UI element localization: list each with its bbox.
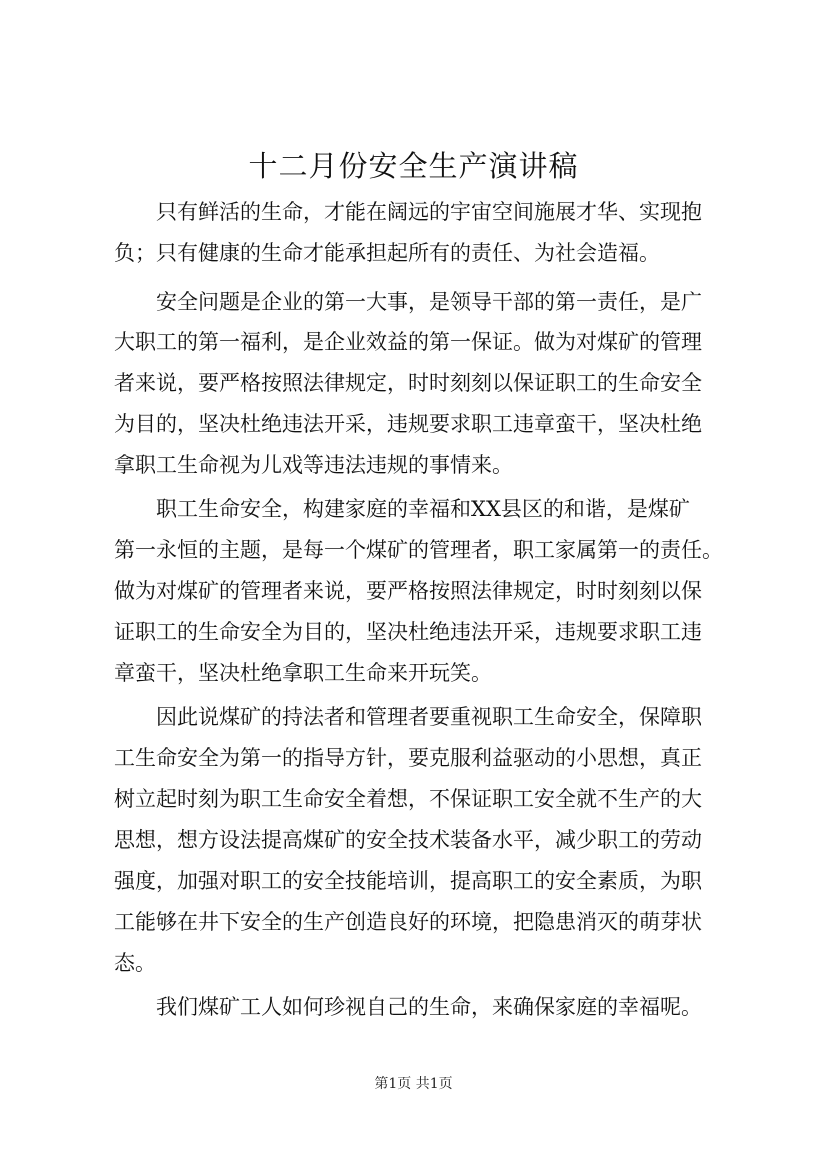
paragraph-3-line-5: 章蛮干，坚决杜绝拿职工生命来开玩笑。 bbox=[114, 661, 492, 685]
paragraph-4-line-5: 强度，加强对职工的安全技能培训，提高职工的安全素质，为职 bbox=[114, 869, 702, 893]
paragraph-3-line-1: 职工生命安全，构建家庭的幸福和XX县区的和谐，是煤矿 bbox=[156, 497, 690, 521]
paragraph-3-line-3: 做为对煤矿的管理者来说，要严格按照法律规定，时时刻刻以保 bbox=[114, 579, 702, 603]
paragraph-3-line-4: 证职工的生命安全为目的，坚决杜绝违法开采，违规要求职工违 bbox=[114, 620, 702, 644]
paragraph-4-line-2: 工生命安全为第一的指导方针，要克服利益驱动的小思想，真正 bbox=[114, 746, 702, 770]
page-number-footer: 第1页 共1页 bbox=[374, 1076, 453, 1092]
paragraph-5-line-1: 我们煤矿工人如何珍视自己的生命，来确保家庭的幸福呢。 bbox=[156, 995, 702, 1019]
paragraph-4-line-4: 思想，想方设法提高煤矿的安全技术装备水平，减少职工的劳动 bbox=[114, 828, 702, 852]
paragraph-1-line-1: 只有鲜活的生命，才能在阔远的宇宙空间施展才华、实现抱 bbox=[156, 200, 702, 224]
paragraph-2-line-1: 安全问题是企业的第一大事，是领导干部的第一责任，是广 bbox=[156, 290, 702, 314]
paragraph-3-line-2: 第一永恒的主题，是每一个煤矿的管理者，职工家属第一的责任。 bbox=[114, 538, 723, 562]
paragraph-1-line-2: 负；只有健康的生命才能承担起所有的责任、为社会造福。 bbox=[114, 241, 660, 265]
paragraph-4-line-6: 工能够在井下安全的生产创造良好的环境，把隐患消灭的萌芽状 bbox=[114, 910, 702, 934]
paragraph-2-line-5: 拿职工生命视为儿戏等违法违规的事情来。 bbox=[114, 453, 513, 477]
paragraph-4-line-3: 树立起时刻为职工生命安全着想，不保证职工安全就不生产的大 bbox=[114, 787, 702, 811]
paragraph-2-line-2: 大职工的第一福利，是企业效益的第一保证。做为对煤矿的管理 bbox=[114, 330, 702, 354]
paragraph-2-line-3: 者来说，要严格按照法律规定，时时刻刻以保证职工的生命安全 bbox=[114, 371, 702, 395]
paragraph-4-line-7: 态。 bbox=[114, 951, 156, 975]
document-title: 十二月份安全生产演讲稿 bbox=[248, 149, 579, 183]
paragraph-2-line-4: 为目的，坚决杜绝违法开采，违规要求职工违章蛮干，坚决杜绝 bbox=[114, 412, 702, 436]
paragraph-4-line-1: 因此说煤矿的持法者和管理者要重视职工生命安全，保障职 bbox=[156, 705, 702, 729]
